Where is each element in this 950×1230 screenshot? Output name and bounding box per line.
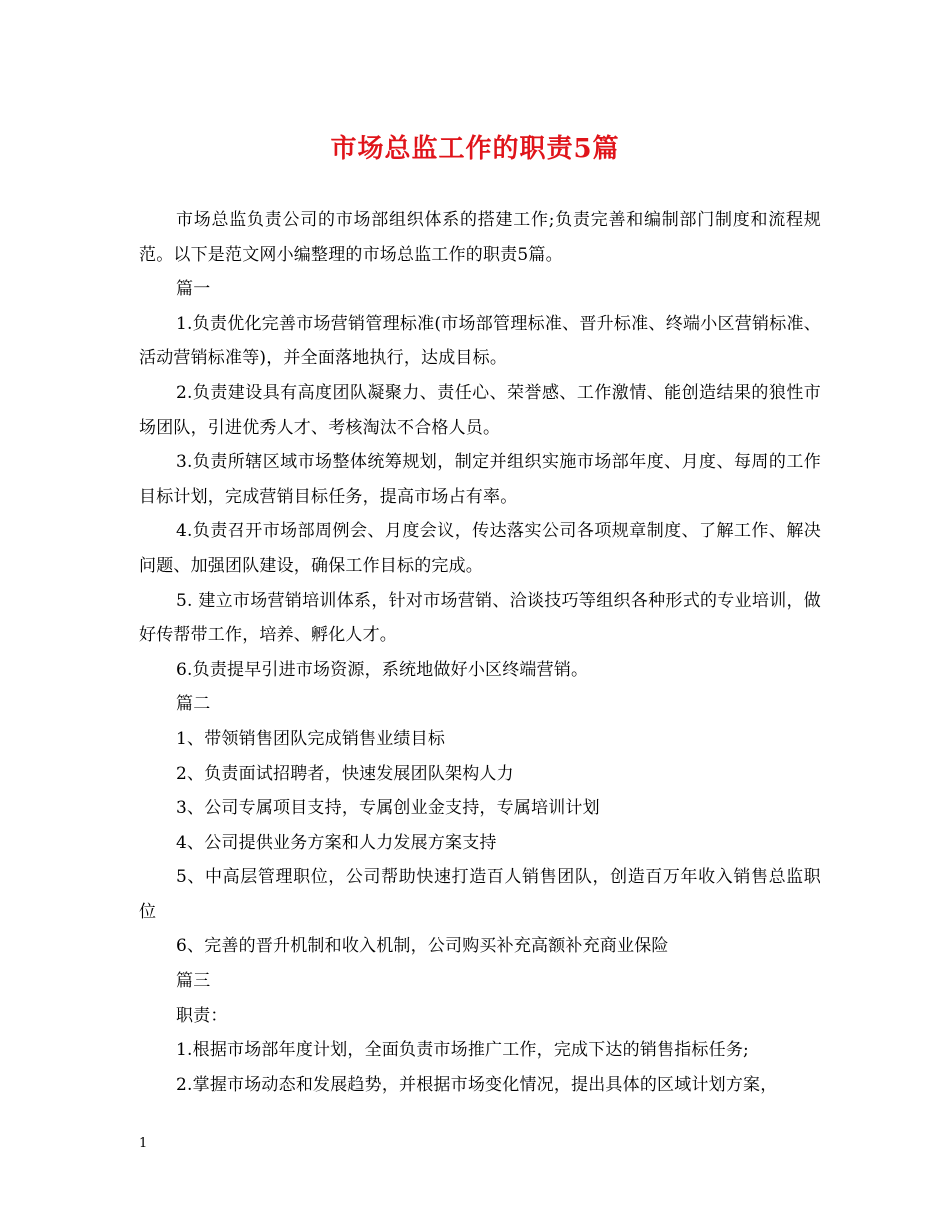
list-item: 4.负责召开市场部周例会、月度会议，传达落实公司各项规章制度、了解工作、解决问题、加强团队建设，确保工作目标的完成。 <box>139 521 821 576</box>
list-item: 6、完善的晋升机制和收入机制，公司购买补充高额补充商业保险 <box>176 936 669 957</box>
list-item: 1.根据市场部年度计划，全面负责市场推广工作，完成下达的销售指标任务; <box>176 1040 749 1061</box>
list-item: 5. 建立市场营销培训体系，针对市场营销、洽谈技巧等组织各种形式的专业培训，做好传帮带工作，培养、孵化人才。 <box>139 590 821 646</box>
section-heading-3: 篇三 <box>176 971 211 992</box>
subheading-duties: 职责： <box>176 1005 228 1026</box>
list-item: 5、中高层管理职位，公司帮助快速打造百人销售团队，创造百万年收入销售总监职位 <box>139 867 821 922</box>
list-item: 2.负责建设具有高度团队凝聚力、责任心、荣誉感、工作激情、能创造结果的狼性市场团队，引进优秀人才、考核淘汰不合格人员。 <box>139 382 821 438</box>
list-item: 3.负责所辖区域市场整体统筹规划，制定并组织实施市场部年度、月度、每周的工作目标计划，完成营销目标任务，提高市场占有率。 <box>139 452 821 507</box>
list-item: 1、带领销售团队完成销售业绩目标 <box>176 728 446 749</box>
intro-paragraph: 市场总监负责公司的市场部组织体系的搭建工作;负责完善和编制部门制度和流程规范。以下是范文网小编整理的市场总监工作的职责5篇。 <box>139 210 821 265</box>
list-item: 4、公司提供业务方案和人力发展方案支持 <box>176 832 497 853</box>
section-heading-2: 篇二 <box>176 694 211 715</box>
page-number: 1 <box>139 1136 148 1151</box>
list-item: 2.掌握市场动态和发展趋势，并根据市场变化情况，提出具体的区域计划方案， <box>176 1074 778 1095</box>
section-heading-1: 篇一 <box>176 279 211 300</box>
document-title: 市场总监工作的职责5篇 <box>330 134 620 164</box>
list-item: 6.负责提早引进市场资源，系统地做好小区终端营销。 <box>176 659 589 680</box>
document-body <box>139 203 821 1102</box>
list-item: 1.负责优化完善市场营销管理标准(市场部管理标准、晋升标准、终端小区营销标准、活动营销标准等)，并全面落地执行，达成目标。 <box>139 313 821 369</box>
list-item: 3、公司专属项目支持，专属创业金支持，专属培训计划 <box>176 798 600 819</box>
list-item: 2、负责面试招聘者，快速发展团队架构人力 <box>176 763 514 784</box>
